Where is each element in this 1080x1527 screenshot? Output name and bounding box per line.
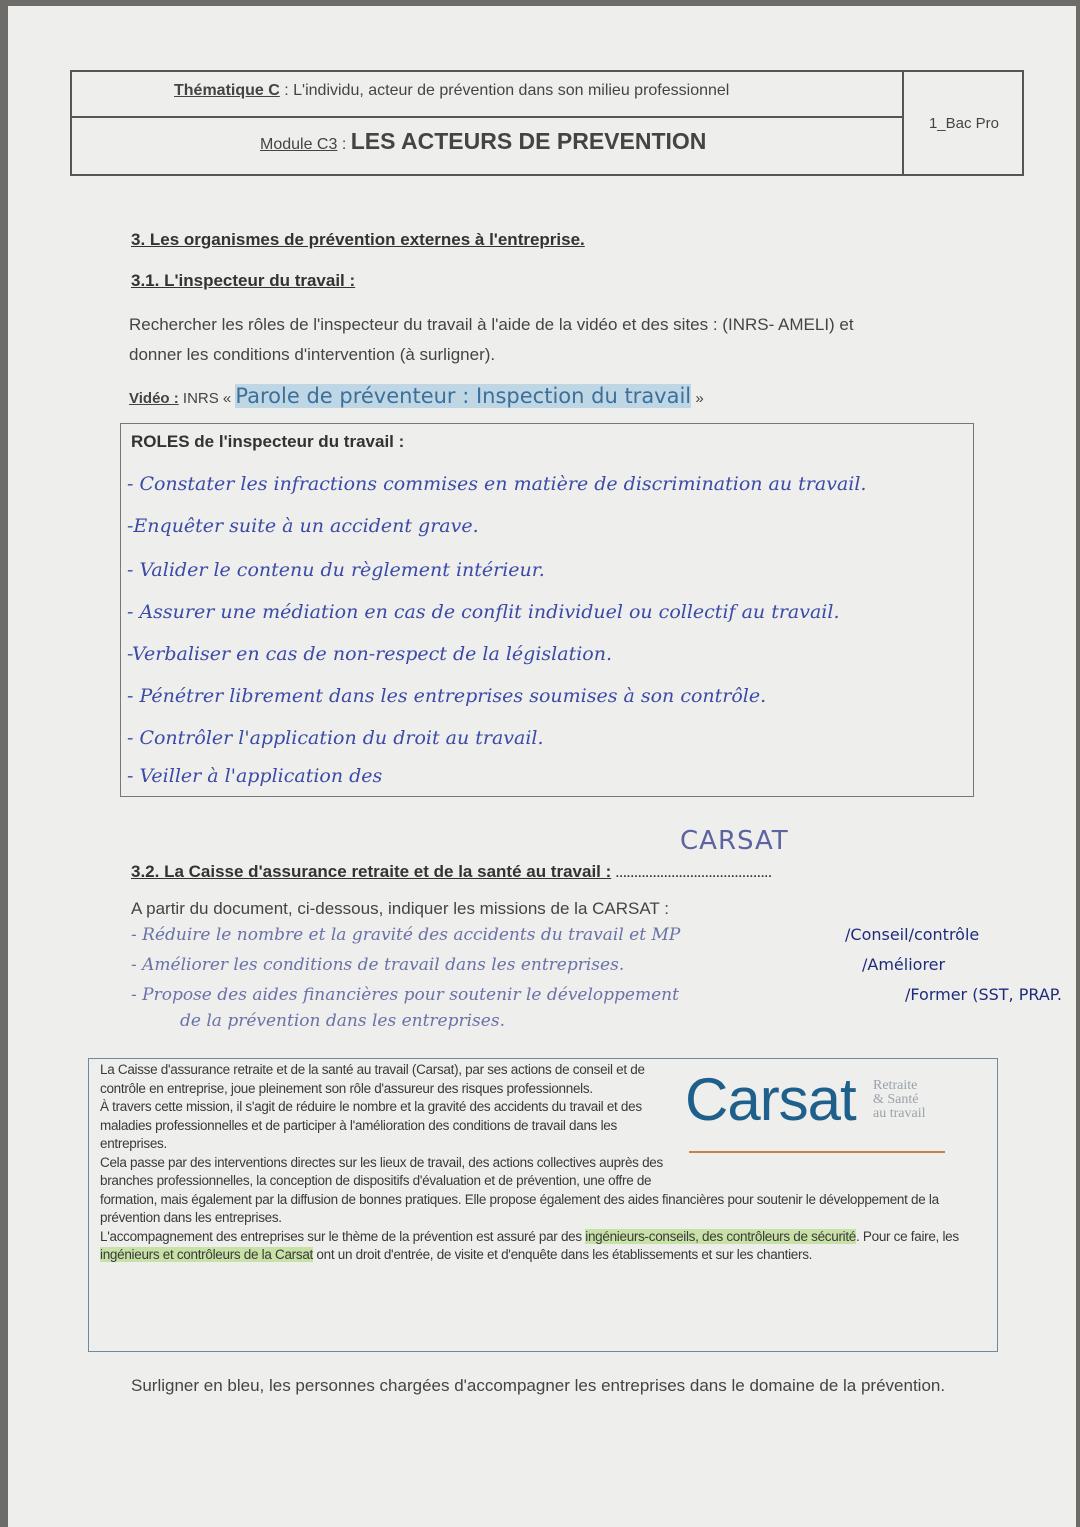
carsat-logo bbox=[685, 1065, 985, 1183]
module-row bbox=[72, 118, 902, 174]
mission-note: /Former (SST, PRAP. bbox=[905, 985, 1063, 1004]
logo-underline bbox=[689, 1151, 945, 1153]
section-3-1-title: 3.1. L'inspecteur du travail : bbox=[131, 271, 356, 290]
mission-item: - Réduire le nombre et la gravité des accidents du travail et MP bbox=[131, 925, 681, 945]
module-label: Module C3 bbox=[260, 136, 338, 153]
role-item: - Valider le contenu du règlement intérieur. bbox=[127, 559, 545, 581]
carsat-document-box bbox=[88, 1058, 998, 1352]
roles-heading: ROLES de l'inspecteur du travail : bbox=[131, 432, 405, 451]
instructions-line-2: donner les conditions d'intervention (à surligner). bbox=[129, 345, 496, 364]
video-title-link[interactable]: Parole de préventeur : Inspection du travail bbox=[235, 384, 692, 408]
video-label: Vidéo : bbox=[129, 390, 179, 407]
instructions-line-1: Rechercher les rôles de l'inspecteur du travail à l'aide de la vidéo et des sites : (INRS- AMELI) et bbox=[129, 315, 854, 334]
video-end: » bbox=[691, 390, 704, 407]
role-item: - Assurer une médiation en cas de conflit individuel ou collectif au travail. bbox=[127, 601, 840, 623]
doc-paragraph-3: Cela passe par des interventions directes sur les lieux de travail, des actions collectives auprès des branches professionnelles, la conception de dispositifs d'évaluation et de prévention, une offre de formation, mais également par la diffusion de bonnes pratiques. Elle propose également des aides financières pour soutenir le développement de la prévention dans les entreprises. bbox=[100, 1154, 939, 1225]
doc-text: . Pour ce faire, les bbox=[856, 1228, 959, 1244]
doc-paragraph-1: La Caisse d'assurance retraite et de la santé au travail (Carsat), par ses actions de conseil et de contrôle en entreprise, joue pleinement son rôle d'assureur des risques professionnels. bbox=[100, 1062, 645, 1096]
module-title: LES ACTEURS DE PREVENTION bbox=[350, 128, 707, 154]
theme-text: : L'individu, acteur de prévention dans son milieu professionnel bbox=[279, 82, 730, 99]
carsat-answer: CARSAT bbox=[680, 826, 789, 856]
mission-item: de la prévention dans les entreprises. bbox=[180, 1011, 505, 1031]
role-item: -Verbaliser en cas de non-respect de la législation. bbox=[127, 643, 612, 665]
theme-row bbox=[72, 72, 902, 118]
section-3-2-title bbox=[131, 861, 771, 883]
video-reference bbox=[129, 384, 704, 408]
roles-box bbox=[120, 423, 974, 797]
doc-paragraph-2: À travers cette mission, il s'agit de réduire le nombre et la gravité des accidents du travail et des maladies professionnelles et de participer à l'amélioration des conditions de travail dans les entreprises. bbox=[100, 1099, 642, 1151]
mission-item: - Propose des aides financières pour soutenir le développement bbox=[131, 985, 679, 1005]
carsat-logo-tagline bbox=[873, 1079, 925, 1121]
missions-instructions: A partir du document, ci-dessous, indiquer les missions de la CARSAT : bbox=[131, 899, 669, 918]
carsat-section-lower bbox=[88, 1058, 998, 1402]
highlighted-text: ingénieurs-conseils, des contrôleurs de sécurité bbox=[585, 1228, 857, 1244]
class-level: 1_Bac Pro bbox=[902, 72, 1024, 174]
mission-note: /Conseil/contrôle bbox=[845, 925, 980, 944]
carsat-logo-name: Carsat bbox=[685, 1066, 856, 1133]
answer-dots: .......................................... bbox=[611, 862, 772, 881]
role-item: - Pénétrer librement dans les entreprises soumises à son contrôle. bbox=[127, 685, 767, 707]
mission-item: - Améliorer les conditions de travail dans les entreprises. bbox=[131, 955, 625, 975]
doc-text: L'accompagnement des entreprises sur le thème de la prévention est assuré par des bbox=[100, 1228, 586, 1244]
highlighted-text: ingénieurs et contrôleurs de la Carsat bbox=[100, 1247, 313, 1262]
logo-tag: Retraite bbox=[873, 1078, 918, 1093]
role-item: - Constater les infractions commises en matière de discrimination au travail. bbox=[127, 473, 867, 495]
mission-note: /Améliorer bbox=[862, 955, 946, 974]
role-item: - Contrôler l'application du droit au travail. bbox=[127, 727, 544, 749]
section-3-2-title-text: 3.2. La Caisse d'assurance retraite et de la santé au travail : bbox=[131, 862, 612, 881]
role-item: - Veiller à l'application des bbox=[127, 765, 383, 787]
section-3-title: 3. Les organismes de prévention externes à l'entreprise. bbox=[131, 230, 585, 249]
doc-paragraph-4 bbox=[100, 1228, 985, 1265]
video-source: INRS « bbox=[178, 390, 236, 407]
role-item: -Enquêter suite à un accident grave. bbox=[127, 515, 479, 537]
logo-tag: au travail bbox=[873, 1106, 926, 1121]
logo-tag: & Santé bbox=[873, 1092, 919, 1107]
doc-text: ont un droit d'entrée, de visite et d'enquête dans les établissements et sur les chantiers. bbox=[312, 1247, 813, 1262]
theme-label: Thématique C bbox=[174, 82, 280, 99]
final-instruction: Surligner en bleu, les personnes chargées d'accompagner les entreprises dans le domaine de la prévention. bbox=[131, 1376, 946, 1395]
header-table bbox=[70, 70, 1024, 176]
module-sep: : bbox=[337, 136, 351, 153]
instructions bbox=[129, 310, 854, 370]
